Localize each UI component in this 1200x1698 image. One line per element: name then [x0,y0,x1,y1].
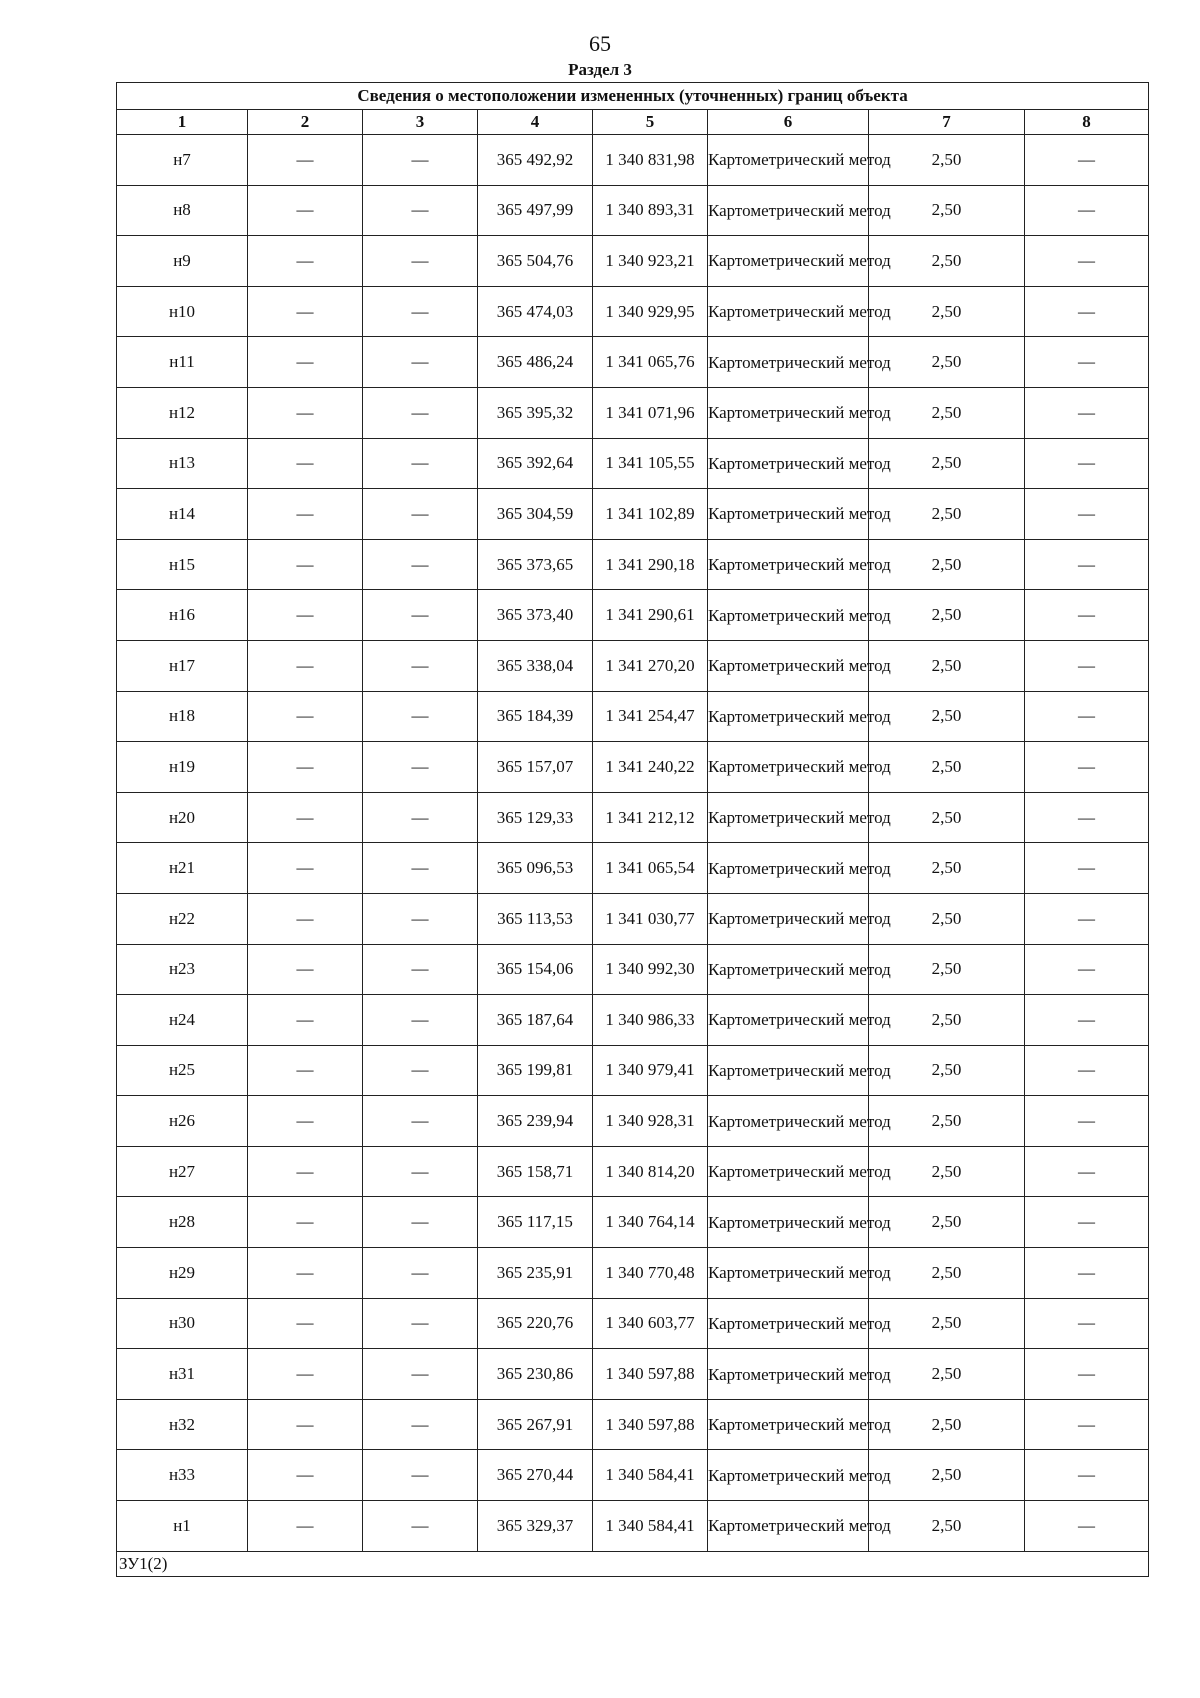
y-coordinate-cell: 1 340 979,41 [593,1045,708,1096]
column-3-cell: — [363,893,478,944]
table-row [117,1248,1149,1299]
column-2-cell: — [248,1248,363,1299]
point-label-cell: н29 [117,1248,248,1299]
column-8-cell: — [1025,742,1149,793]
page-number: 65 [589,31,611,56]
column-3-cell: — [363,1349,478,1400]
method-cell: Картометрический метод [708,590,869,641]
method-cell: Картометрический метод [708,337,869,388]
point-label-cell: н30 [117,1298,248,1349]
column-8-cell: — [1025,1146,1149,1197]
accuracy-cell: 2,50 [869,1197,1025,1248]
point-label-cell: н15 [117,539,248,590]
table-row [117,236,1149,287]
point-label-cell: н9 [117,236,248,287]
point-label-cell: н16 [117,590,248,641]
table-row [117,1501,1149,1552]
point-label-cell: н1 [117,1501,248,1552]
method-cell: Картометрический метод [708,691,869,742]
column-2-cell: — [248,1096,363,1147]
column-header: 7 [869,110,1025,135]
method-cell: Картометрический метод [708,742,869,793]
column-3-cell: — [363,1298,478,1349]
x-coordinate-cell: 365 187,64 [478,995,593,1046]
column-3-cell: — [363,1146,478,1197]
y-coordinate-cell: 1 340 893,31 [593,185,708,236]
x-coordinate-cell: 365 184,39 [478,691,593,742]
column-2-cell: — [248,590,363,641]
x-coordinate-cell: 365 267,91 [478,1399,593,1450]
x-coordinate-cell: 365 199,81 [478,1045,593,1096]
section-title: Раздел 3 [568,60,632,79]
x-coordinate-cell: 365 157,07 [478,742,593,793]
x-coordinate-cell: 365 486,24 [478,337,593,388]
table-caption: Сведения о местоположении измененных (уточненных) границ объекта [117,83,1149,110]
column-8-cell: — [1025,995,1149,1046]
method-cell: Картометрический метод [708,1349,869,1400]
y-coordinate-cell: 1 341 065,76 [593,337,708,388]
column-2-cell: — [248,185,363,236]
table-row [117,1197,1149,1248]
column-3-cell: — [363,995,478,1046]
column-2-cell: — [248,236,363,287]
column-8-cell: — [1025,337,1149,388]
column-2-cell: — [248,893,363,944]
column-2-cell: — [248,337,363,388]
method-cell: Картометрический метод [708,1298,869,1349]
accuracy-cell: 2,50 [869,387,1025,438]
column-8-cell: — [1025,590,1149,641]
accuracy-cell: 2,50 [869,1045,1025,1096]
point-label-cell: н31 [117,1349,248,1400]
x-coordinate-cell: 365 492,92 [478,135,593,186]
x-coordinate-cell: 365 154,06 [478,944,593,995]
method-cell: Картометрический метод [708,1399,869,1450]
column-2-cell: — [248,995,363,1046]
column-8-cell: — [1025,944,1149,995]
point-label-cell: н23 [117,944,248,995]
table-body [117,135,1149,1552]
point-label-cell: н11 [117,337,248,388]
column-8-cell: — [1025,1298,1149,1349]
method-cell: Картометрический метод [708,843,869,894]
method-cell: Картометрический метод [708,995,869,1046]
accuracy-cell: 2,50 [869,792,1025,843]
y-coordinate-cell: 1 340 928,31 [593,1096,708,1147]
method-cell: Картометрический метод [708,135,869,186]
column-2-cell: — [248,1501,363,1552]
y-coordinate-cell: 1 340 584,41 [593,1450,708,1501]
method-cell: Картометрический метод [708,893,869,944]
column-3-cell: — [363,944,478,995]
accuracy-cell: 2,50 [869,539,1025,590]
y-coordinate-cell: 1 341 212,12 [593,792,708,843]
column-2-cell: — [248,489,363,540]
method-cell: Картометрический метод [708,539,869,590]
column-header: 6 [708,110,869,135]
table-row [117,1349,1149,1400]
x-coordinate-cell: 365 158,71 [478,1146,593,1197]
x-coordinate-cell: 365 395,32 [478,387,593,438]
y-coordinate-cell: 1 340 831,98 [593,135,708,186]
x-coordinate-cell: 365 117,15 [478,1197,593,1248]
accuracy-cell: 2,50 [869,995,1025,1046]
x-coordinate-cell: 365 235,91 [478,1248,593,1299]
column-header: 3 [363,110,478,135]
accuracy-cell: 2,50 [869,1248,1025,1299]
column-3-cell: — [363,387,478,438]
column-2-cell: — [248,691,363,742]
y-coordinate-cell: 1 340 814,20 [593,1146,708,1197]
column-8-cell: — [1025,1349,1149,1400]
method-cell: Картометрический метод [708,1146,869,1197]
point-label-cell: н24 [117,995,248,1046]
table-row [117,185,1149,236]
point-label-cell: н28 [117,1197,248,1248]
y-coordinate-cell: 1 341 270,20 [593,640,708,691]
method-cell: Картометрический метод [708,1501,869,1552]
column-3-cell: — [363,792,478,843]
point-label-cell: н25 [117,1045,248,1096]
x-coordinate-cell: 365 392,64 [478,438,593,489]
x-coordinate-cell: 365 474,03 [478,286,593,337]
column-8-cell: — [1025,236,1149,287]
column-3-cell: — [363,236,478,287]
table-row [117,995,1149,1046]
table-row [117,489,1149,540]
accuracy-cell: 2,50 [869,640,1025,691]
column-2-cell: — [248,387,363,438]
x-coordinate-cell: 365 504,76 [478,236,593,287]
boundary-coordinates-table [116,82,1149,1577]
y-coordinate-cell: 1 341 290,18 [593,539,708,590]
method-cell: Картометрический метод [708,489,869,540]
y-coordinate-cell: 1 341 240,22 [593,742,708,793]
column-8-cell: — [1025,1501,1149,1552]
column-8-cell: — [1025,489,1149,540]
accuracy-cell: 2,50 [869,135,1025,186]
column-8-cell: — [1025,1197,1149,1248]
point-label-cell: н14 [117,489,248,540]
column-header: 5 [593,110,708,135]
table-row [117,286,1149,337]
y-coordinate-cell: 1 340 992,30 [593,944,708,995]
y-coordinate-cell: 1 340 597,88 [593,1349,708,1400]
column-8-cell: — [1025,135,1149,186]
column-8-cell: — [1025,539,1149,590]
column-8-cell: — [1025,185,1149,236]
x-coordinate-cell: 365 129,33 [478,792,593,843]
accuracy-cell: 2,50 [869,691,1025,742]
column-2-cell: — [248,1399,363,1450]
column-3-cell: — [363,489,478,540]
table-row [117,1045,1149,1096]
column-8-cell: — [1025,691,1149,742]
column-2-cell: — [248,1298,363,1349]
y-coordinate-cell: 1 341 065,54 [593,843,708,894]
column-3-cell: — [363,185,478,236]
x-coordinate-cell: 365 497,99 [478,185,593,236]
table-row [117,438,1149,489]
y-coordinate-cell: 1 340 923,21 [593,236,708,287]
y-coordinate-cell: 1 340 584,41 [593,1501,708,1552]
accuracy-cell: 2,50 [869,1096,1025,1147]
y-coordinate-cell: 1 340 770,48 [593,1248,708,1299]
column-2-cell: — [248,286,363,337]
column-3-cell: — [363,135,478,186]
accuracy-cell: 2,50 [869,1146,1025,1197]
column-3-cell: — [363,1450,478,1501]
table-row [117,1399,1149,1450]
column-3-cell: — [363,1045,478,1096]
method-cell: Картометрический метод [708,236,869,287]
y-coordinate-cell: 1 341 254,47 [593,691,708,742]
method-cell: Картометрический метод [708,1045,869,1096]
x-coordinate-cell: 365 230,86 [478,1349,593,1400]
x-coordinate-cell: 365 270,44 [478,1450,593,1501]
method-cell: Картометрический метод [708,1096,869,1147]
column-3-cell: — [363,1096,478,1147]
table-row [117,893,1149,944]
column-3-cell: — [363,1399,478,1450]
y-coordinate-cell: 1 341 105,55 [593,438,708,489]
table-row [117,742,1149,793]
table-row [117,337,1149,388]
column-8-cell: — [1025,1248,1149,1299]
column-3-cell: — [363,337,478,388]
point-label-cell: н8 [117,185,248,236]
x-coordinate-cell: 365 338,04 [478,640,593,691]
table-row [117,1096,1149,1147]
accuracy-cell: 2,50 [869,843,1025,894]
column-3-cell: — [363,691,478,742]
column-3-cell: — [363,1248,478,1299]
method-cell: Картометрический метод [708,1450,869,1501]
point-label-cell: н20 [117,792,248,843]
column-2-cell: — [248,792,363,843]
method-cell: Картометрический метод [708,792,869,843]
column-header-row [117,110,1149,135]
accuracy-cell: 2,50 [869,1501,1025,1552]
table-row [117,640,1149,691]
accuracy-cell: 2,50 [869,590,1025,641]
x-coordinate-cell: 365 220,76 [478,1298,593,1349]
point-label-cell: н7 [117,135,248,186]
column-8-cell: — [1025,286,1149,337]
accuracy-cell: 2,50 [869,236,1025,287]
point-label-cell: н33 [117,1450,248,1501]
column-8-cell: — [1025,1450,1149,1501]
method-cell: Картометрический метод [708,1248,869,1299]
column-3-cell: — [363,640,478,691]
point-label-cell: н17 [117,640,248,691]
column-3-cell: — [363,1501,478,1552]
column-2-cell: — [248,1450,363,1501]
column-2-cell: — [248,1349,363,1400]
column-header: 4 [478,110,593,135]
column-2-cell: — [248,1197,363,1248]
accuracy-cell: 2,50 [869,185,1025,236]
column-2-cell: — [248,944,363,995]
column-2-cell: — [248,1146,363,1197]
y-coordinate-cell: 1 341 290,61 [593,590,708,641]
column-2-cell: — [248,843,363,894]
accuracy-cell: 2,50 [869,337,1025,388]
column-header: 8 [1025,110,1149,135]
accuracy-cell: 2,50 [869,1399,1025,1450]
y-coordinate-cell: 1 340 929,95 [593,286,708,337]
point-label-cell: н13 [117,438,248,489]
accuracy-cell: 2,50 [869,438,1025,489]
column-2-cell: — [248,1045,363,1096]
x-coordinate-cell: 365 096,53 [478,843,593,894]
table-row [117,1450,1149,1501]
table-row [117,944,1149,995]
method-cell: Картометрический метод [708,944,869,995]
column-3-cell: — [363,438,478,489]
method-cell: Картометрический метод [708,185,869,236]
table-row [117,1146,1149,1197]
table-row [117,387,1149,438]
column-8-cell: — [1025,792,1149,843]
table-footer-label: ЗУ1(2) [117,1551,1149,1576]
column-8-cell: — [1025,843,1149,894]
table-row [117,792,1149,843]
y-coordinate-cell: 1 341 102,89 [593,489,708,540]
column-3-cell: — [363,1197,478,1248]
table-row [117,843,1149,894]
column-8-cell: — [1025,1096,1149,1147]
point-label-cell: н12 [117,387,248,438]
point-label-cell: н22 [117,893,248,944]
column-3-cell: — [363,742,478,793]
accuracy-cell: 2,50 [869,286,1025,337]
point-label-cell: н10 [117,286,248,337]
column-2-cell: — [248,742,363,793]
table-row [117,135,1149,186]
accuracy-cell: 2,50 [869,489,1025,540]
accuracy-cell: 2,50 [869,742,1025,793]
accuracy-cell: 2,50 [869,944,1025,995]
method-cell: Картометрический метод [708,387,869,438]
accuracy-cell: 2,50 [869,893,1025,944]
column-header: 1 [117,110,248,135]
point-label-cell: н26 [117,1096,248,1147]
x-coordinate-cell: 365 113,53 [478,893,593,944]
column-8-cell: — [1025,893,1149,944]
accuracy-cell: 2,50 [869,1349,1025,1400]
x-coordinate-cell: 365 239,94 [478,1096,593,1147]
x-coordinate-cell: 365 373,40 [478,590,593,641]
table-row [117,691,1149,742]
y-coordinate-cell: 1 341 071,96 [593,387,708,438]
table-row [117,1298,1149,1349]
x-coordinate-cell: 365 373,65 [478,539,593,590]
point-label-cell: н19 [117,742,248,793]
column-8-cell: — [1025,438,1149,489]
column-8-cell: — [1025,640,1149,691]
x-coordinate-cell: 365 304,59 [478,489,593,540]
y-coordinate-cell: 1 340 986,33 [593,995,708,1046]
accuracy-cell: 2,50 [869,1298,1025,1349]
method-cell: Картометрический метод [708,286,869,337]
y-coordinate-cell: 1 340 597,88 [593,1399,708,1450]
column-2-cell: — [248,438,363,489]
point-label-cell: н18 [117,691,248,742]
column-2-cell: — [248,135,363,186]
method-cell: Картометрический метод [708,1197,869,1248]
y-coordinate-cell: 1 340 603,77 [593,1298,708,1349]
point-label-cell: н27 [117,1146,248,1197]
column-8-cell: — [1025,1045,1149,1096]
column-2-cell: — [248,539,363,590]
column-8-cell: — [1025,1399,1149,1450]
column-3-cell: — [363,843,478,894]
point-label-cell: н32 [117,1399,248,1450]
y-coordinate-cell: 1 340 764,14 [593,1197,708,1248]
method-cell: Картометрический метод [708,438,869,489]
column-3-cell: — [363,590,478,641]
x-coordinate-cell: 365 329,37 [478,1501,593,1552]
table-row [117,539,1149,590]
y-coordinate-cell: 1 341 030,77 [593,893,708,944]
table-row [117,590,1149,641]
point-label-cell: н21 [117,843,248,894]
column-3-cell: — [363,539,478,590]
column-8-cell: — [1025,387,1149,438]
accuracy-cell: 2,50 [869,1450,1025,1501]
column-2-cell: — [248,640,363,691]
column-header: 2 [248,110,363,135]
column-3-cell: — [363,286,478,337]
method-cell: Картометрический метод [708,640,869,691]
